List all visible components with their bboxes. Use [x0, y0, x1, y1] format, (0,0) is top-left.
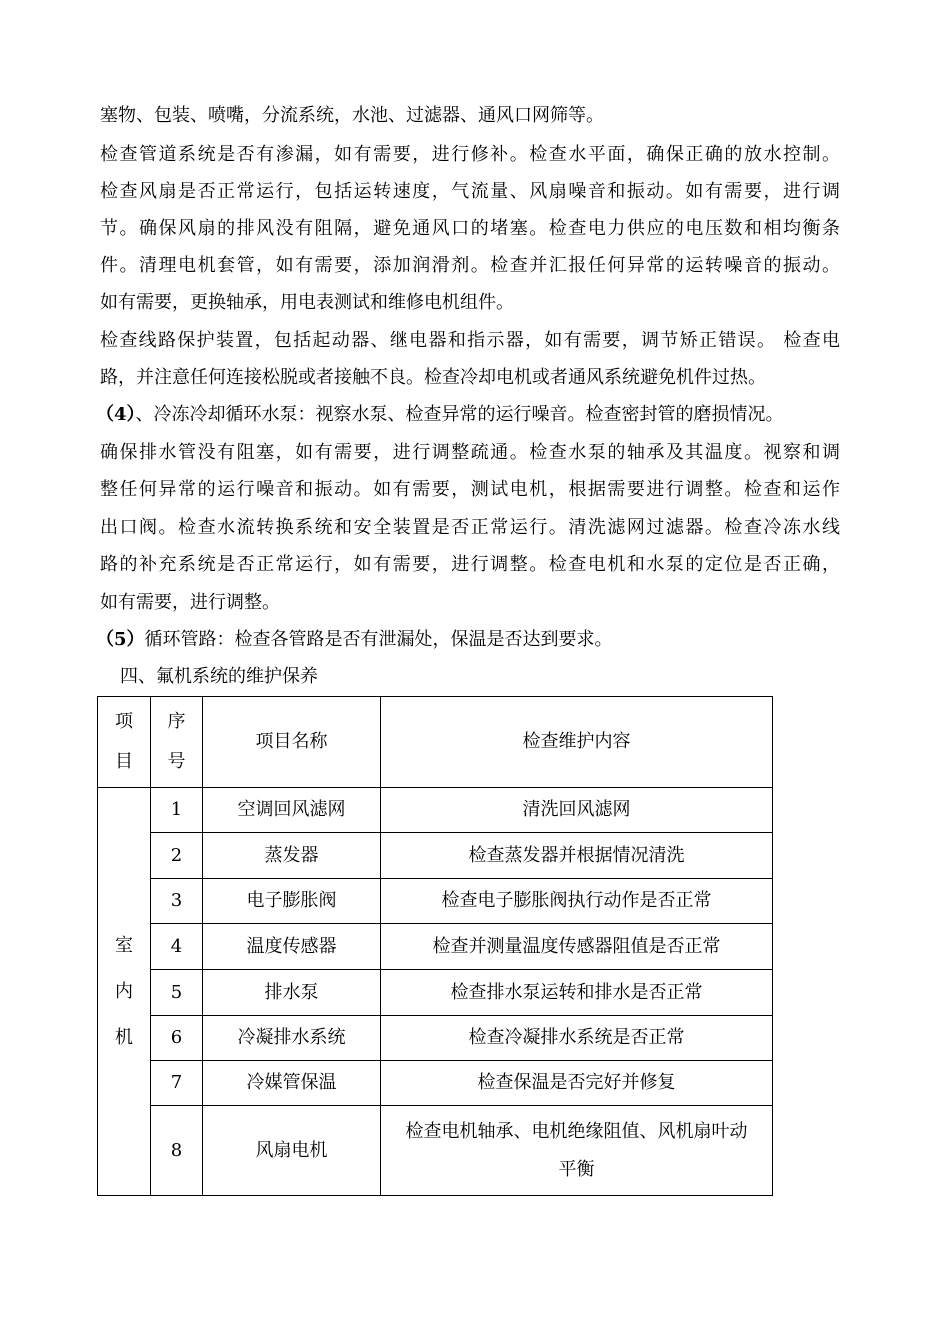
- header-item: 项 目: [98, 697, 151, 788]
- paragraph-text: 、冷冻冷却循环水泵：视察水泵、检查异常的运行噪音。检查密封管的磨损情况。: [135, 404, 784, 425]
- paragraph-line: 如有需要，更换轴承，用电表测试和维修电机组件。: [100, 292, 514, 313]
- name-cell: 温度传感器: [203, 924, 381, 970]
- header-content: 检查维护内容: [381, 697, 773, 788]
- table-row: [98, 1016, 773, 1061]
- seq-cell: 3: [151, 879, 203, 924]
- group-cell: 室 内 机: [98, 788, 151, 1196]
- content-cell: 清洗回风滤网: [381, 788, 773, 833]
- content-cell: 检查排水泵运转和排水是否正常: [381, 970, 773, 1016]
- content-cell: 检查保温是否完好并修复: [381, 1061, 773, 1106]
- section-title: 四、氟机系统的维护保养: [120, 666, 318, 687]
- table-row: [98, 924, 773, 970]
- content-cell: 检查冷凝排水系统是否正常: [381, 1016, 773, 1061]
- table-row: [98, 833, 773, 879]
- paragraph-line: [96, 628, 836, 652]
- seq-cell: 6: [151, 1016, 203, 1061]
- table-row: [98, 788, 773, 833]
- table-row: [98, 1061, 773, 1106]
- name-cell: 冷凝排水系统: [203, 1016, 381, 1061]
- table-row: [98, 1106, 773, 1196]
- header-name: 项目名称: [203, 697, 381, 788]
- name-cell: 空调回风滤网: [203, 788, 381, 833]
- name-cell: 冷媒管保温: [203, 1061, 381, 1106]
- paragraph-line: 件。清理电机套管，如有需要，添加润滑剂。检查并汇报任何异常的运转噪音的振动。: [100, 255, 840, 276]
- paragraph-line: 检查线路保护装置，包括起动器、继电器和指示器，如有需要，调节矫正错误。 检查电: [100, 330, 840, 351]
- name-cell: 风扇电机: [203, 1106, 381, 1196]
- name-cell: 蒸发器: [203, 833, 381, 879]
- seq-cell: 5: [151, 970, 203, 1016]
- item-number: （4）: [96, 404, 136, 425]
- content-cell: 检查蒸发器并根据情况清洗: [381, 833, 773, 879]
- content-cell: 检查电子膨胀阀执行动作是否正常: [381, 879, 773, 924]
- paragraph-line: 如有需要，进行调整。: [100, 592, 280, 613]
- table-row: [98, 970, 773, 1016]
- seq-cell: 8: [151, 1106, 203, 1196]
- paragraph-line: 路，并注意任何连接松脱或者接触不良。检查冷却电机或者通风系统避免机件过热。: [100, 367, 766, 388]
- paragraph-line: 塞物、包装、喷嘴，分流系统，水池、过滤器、通风口网筛等。: [100, 105, 604, 126]
- seq-cell: 1: [151, 788, 203, 833]
- paragraph-line: 检查管道系统是否有渗漏，如有需要，进行修补。检查水平面，确保正确的放水控制。: [100, 144, 840, 165]
- content-cell: 检查并测量温度传感器阻值是否正常: [381, 924, 773, 970]
- table-row: [98, 879, 773, 924]
- header-seq: 序 号: [151, 697, 203, 788]
- paragraph-line: 路的补充系统是否正常运行，如有需要，进行调整。检查电机和水泵的定位是否正确，: [100, 554, 840, 575]
- item-number: （5）: [96, 629, 145, 650]
- content-line: 平衡: [558, 1158, 595, 1180]
- content-line: 检查电机轴承、电机绝缘阻值、风机扇叶动: [405, 1120, 748, 1142]
- seq-cell: 7: [151, 1061, 203, 1106]
- seq-cell: 2: [151, 833, 203, 879]
- seq-cell: 4: [151, 924, 203, 970]
- name-cell: 排水泵: [203, 970, 381, 1016]
- paragraph-line: 出口阀。检查水流转换系统和安全装置是否正常运行。清洗滤网过滤器。检查冷冻水线: [100, 517, 840, 538]
- paragraph-line: 检查风扇是否正常运行，包括运转速度，气流量、风扇噪音和振动。如有需要，进行调: [100, 181, 840, 202]
- paragraph-line: 节。确保风扇的排风没有阻隔，避免通风口的堵塞。检查电力供应的电压数和相均衡条: [100, 218, 840, 239]
- table-header-row: [98, 697, 773, 788]
- paragraph-line: 整任何异常的运行噪音和振动。如有需要，测试电机，根据需要进行调整。检查和运作: [100, 479, 840, 500]
- name-cell: 电子膨胀阀: [203, 879, 381, 924]
- content-cell: [381, 1106, 773, 1196]
- paragraph-text: 循环管路：检查各管路是否有泄漏处，保温是否达到要求。: [144, 629, 613, 650]
- maintenance-table: [97, 696, 773, 1196]
- paragraph-line: 确保排水管没有阻塞，如有需要，进行调整疏通。检查水泵的轴承及其温度。视察和调: [100, 442, 840, 463]
- paragraph-line: [96, 403, 840, 427]
